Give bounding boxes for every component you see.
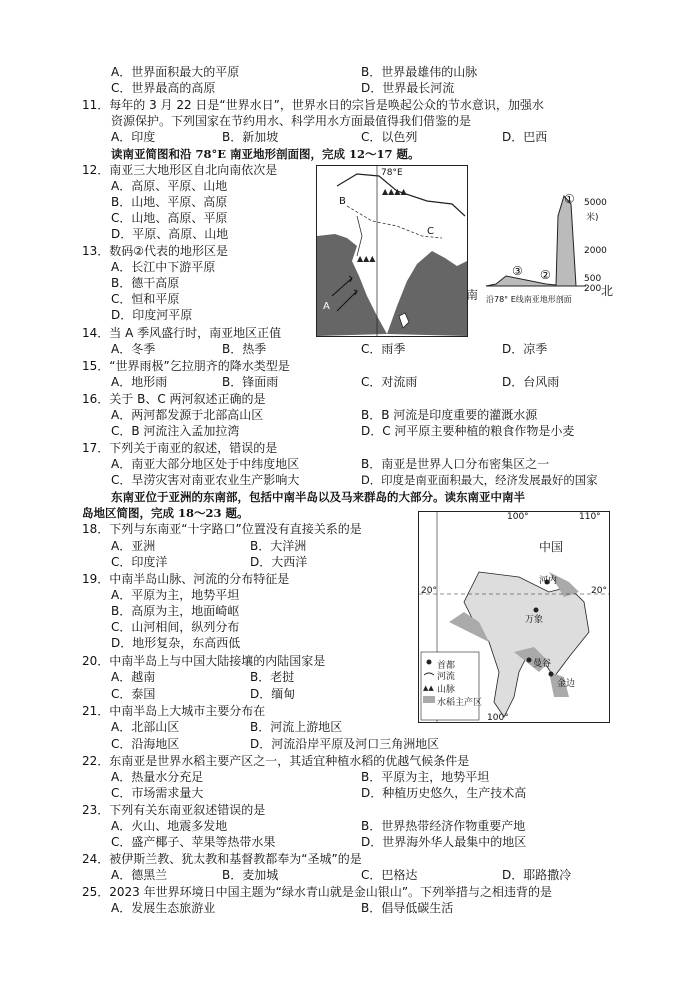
direction-label: 南	[466, 288, 479, 302]
option-text: D．台风雨	[502, 375, 560, 389]
option-text: A．南亚大部分地区处于中纬度地区	[111, 457, 300, 471]
option-text: B．山地、平原、高原	[111, 195, 228, 209]
option-text: A．亚洲	[111, 539, 156, 553]
region-label: A	[323, 301, 330, 312]
option-text: A．高原、平原、山地	[111, 179, 228, 193]
question-stem: 14．当 A 季风盛行时，南亚地区正值	[82, 326, 282, 340]
option-text: C．泰国	[111, 687, 156, 701]
legend-label: 首都	[437, 661, 456, 671]
question-stem: 22．东南亚是世界水稻主要产区之一，其适宜种植水稻的优越气候条件是	[82, 754, 470, 768]
elevation-label: 5000	[584, 198, 607, 208]
option-text: D．印度是南亚面积最大，经济发展最好的国家	[361, 473, 598, 487]
option-text: B．老挝	[250, 670, 295, 684]
option-text: C．山河相间，纵列分布	[111, 620, 240, 634]
section-intro: 岛地区简图，完成 18～23 题。	[82, 506, 249, 520]
question-stem: 13．数码②代表的地形区是	[82, 244, 229, 258]
legend-label: 山脉	[437, 685, 456, 695]
option-text: D．大西洋	[250, 555, 308, 569]
terrain-profile	[466, 186, 616, 306]
south-asia-map	[316, 165, 468, 337]
option-text: D．印度河平原	[111, 308, 193, 322]
country-label: 中国	[539, 540, 564, 554]
option-text: C．恒和平原	[111, 292, 180, 306]
question-stem: 16．关于 B、C 两河叙述正确的是	[82, 392, 266, 406]
option-text: B．平原为主，地势平坦	[361, 770, 490, 784]
option-text: D．缅甸	[250, 687, 296, 701]
elevation-label: 200	[584, 284, 602, 294]
question-stem: 21．中南半岛上大城市主要分布在	[82, 704, 266, 718]
question-stem: 11．每年的 3 月 22 日是“世界水日”，世界水日的宗旨是唤起公众的节水意识，加强水	[82, 98, 544, 112]
option-text: A．平原为主，地势平坦	[111, 588, 240, 602]
question-stem: 23．下列有关东南亚叙述错误的是	[82, 803, 266, 817]
lon-label: 110°	[579, 512, 601, 522]
option-text: B．新加坡	[222, 130, 279, 144]
legend-label: 水稻主产区	[437, 698, 483, 708]
option-text: C．印度洋	[111, 555, 168, 569]
river-b	[357, 216, 362, 256]
option-text: A．发展生态旅游业	[111, 901, 216, 915]
option-text: B．B 河流是印度重要的灌溉水源	[361, 408, 538, 422]
profile-shape	[486, 196, 576, 286]
option-text: D．世界最长河流	[361, 81, 455, 95]
option-text: A．两河都发源于北部高山区	[111, 408, 264, 422]
option-text: A．越南	[111, 670, 156, 684]
profile-label: ①	[564, 192, 575, 206]
bay-of-bengal	[387, 251, 467, 336]
lat-label: 20°	[421, 586, 437, 596]
option-text: A．世界面积最大的平原	[111, 65, 240, 79]
legend-rice-symbol	[423, 696, 435, 703]
option-text: A．长江中下游平原	[111, 260, 216, 274]
region-label: B	[339, 196, 346, 207]
question-stem: 20．中南半岛上与中国大陆接壤的内陆国家是	[82, 654, 326, 668]
option-text: C．市场需求量大	[111, 786, 204, 800]
option-text: B．锋面雨	[222, 375, 279, 389]
question-stem: 19．中南半岛山脉、河流的分布特征是	[82, 572, 290, 586]
option-text: B．德干高原	[111, 276, 180, 290]
profile-label: ③	[512, 264, 523, 278]
city-label: 金边	[557, 679, 576, 689]
option-text: B．倡导低碳生活	[361, 901, 454, 915]
option-text: A．热量水分充足	[111, 770, 204, 784]
lon-label: 78°E	[381, 168, 403, 178]
option-text: D．种植历史悠久，生产技术高	[361, 786, 527, 800]
question-stem: 资源保护。下列国家在节约用水、科学用水方面最值得我们借鉴的是	[111, 114, 472, 128]
option-text: C．世界最高的高原	[111, 81, 216, 95]
option-text: D．世界海外华人最集中的地区	[361, 835, 527, 849]
option-text: C．对流雨	[361, 375, 418, 389]
option-text: A．北部山区	[111, 720, 180, 734]
option-text: D．凉季	[502, 342, 548, 356]
lon-label: 100°	[507, 512, 529, 522]
capital-dot	[549, 672, 554, 677]
region-label: C	[427, 226, 434, 237]
section-intro: 读南亚简图和沿 78°E 南亚地形剖面图，完成 12～17 题。	[111, 147, 420, 161]
option-text: C．雨季	[361, 342, 406, 356]
mountain-symbol: ▲▲▲▲	[382, 187, 407, 196]
option-text: A．地形雨	[111, 375, 168, 389]
option-text: C．沿海地区	[111, 737, 180, 751]
city-label: 河内	[539, 576, 558, 586]
option-text: D．巴西	[502, 130, 548, 144]
mountain-symbol: ▲▲▲	[357, 254, 376, 263]
option-text: B．大洋洲	[250, 539, 307, 553]
option-text: D．C 河平原主要种植的粮食作物是小麦	[361, 424, 575, 438]
option-text: B．世界热带经济作物重要产地	[361, 819, 526, 833]
profile-caption: 沿78° E线南亚地形剖面	[486, 295, 572, 304]
city-label: 曼谷	[533, 659, 552, 669]
question-stem: 24．被伊斯兰教、犹太教和基督教都奉为“圣城”的是	[82, 852, 362, 866]
option-text: A．冬季	[111, 342, 156, 356]
lat-label: 20°	[591, 586, 607, 596]
question-stem: 17．下列关于南亚的叙述，错误的是	[82, 441, 278, 455]
question-stem: 12．南亚三大地形区自北向南依次是	[82, 163, 278, 177]
option-text: C．巴格达	[361, 868, 418, 882]
legend-capital-symbol	[427, 660, 432, 665]
option-text: B．麦加城	[222, 868, 279, 882]
south-asia-map-drawing	[317, 166, 467, 336]
unit-label: 米)	[586, 213, 599, 223]
question-stem: 18．下列与东南亚“十字路口”位置没有直接关系的是	[82, 522, 362, 536]
option-text: D．平原、高原、山地	[111, 227, 229, 241]
city-label: 万象	[525, 615, 544, 625]
option-text: B．热季	[222, 342, 267, 356]
option-text: D．耶路撒冷	[502, 868, 572, 882]
option-text: C．山地、高原、平原	[111, 211, 228, 225]
capital-dot	[527, 658, 532, 663]
legend-label: 河流	[437, 672, 456, 682]
option-text: A．火山、地震多发地	[111, 819, 228, 833]
option-text: D．河流沿岸平原及河口三角洲地区	[250, 737, 440, 751]
arabian-sea	[317, 234, 387, 336]
legend-mountain-symbol: ▲▲	[423, 684, 434, 692]
question-stem: 25．2023 年世界环境日中国主题为“绿水青山就是金山银山”。下列举措与之相违背的是	[82, 885, 553, 899]
option-text: B．南亚是世界人口分布密集区之一	[361, 457, 550, 471]
option-text: A．印度	[111, 130, 156, 144]
option-text: D．地形复杂，东高西低	[111, 636, 241, 650]
option-text: C．盛产椰子、苹果等热带水果	[111, 835, 276, 849]
elevation-label: 500	[584, 274, 602, 284]
option-text: B．世界最雄伟的山脉	[361, 65, 478, 79]
option-text: C．以色列	[361, 130, 418, 144]
lon-label: 100°	[487, 713, 509, 723]
profile-label: ②	[540, 268, 551, 282]
option-text: A．德黑兰	[111, 868, 168, 882]
elevation-label: 2000	[584, 246, 607, 256]
section-intro: 东南亚位于亚洲的东南部，包括中南半岛以及马来群岛的大部分。读东南亚中南半	[111, 490, 525, 504]
option-text: C．旱涝灾害对南亚农业生产影响大	[111, 473, 300, 487]
option-text: B．河流上游地区	[250, 720, 343, 734]
option-text: C．B 河流注入孟加拉湾	[111, 424, 240, 438]
southeast-asia-map	[418, 511, 610, 723]
option-text: B．高原为主，地面崎岖	[111, 604, 240, 618]
question-stem: 15．“世界雨极”乞拉朋齐的降水类型是	[82, 359, 290, 373]
direction-label: 北	[601, 284, 614, 298]
